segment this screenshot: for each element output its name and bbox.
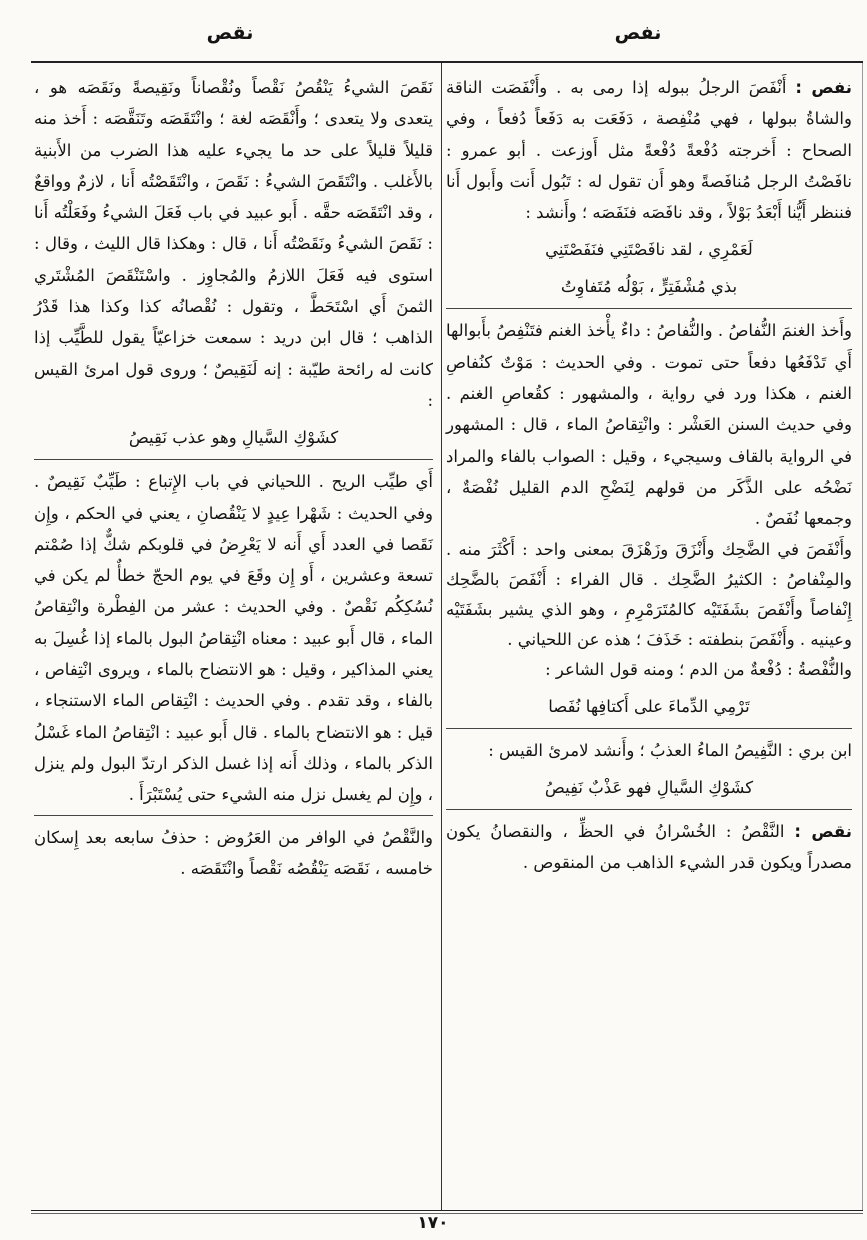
verse-line: بذي مُشْفَتِرٍّ ، بَوْلُه مُتَفاوِتُ (560, 277, 738, 297)
verse-separator (446, 308, 852, 309)
paragraph: وأَنْفَصَ في الضَّحِك وأَنْزَقَ وزَهْزَقَ بمعنى واحد : أَكْثَرَ منه . والمِنْفاصُ : الكثيرُ الضَّحِك . قال الفراء : أَنْفَصَ بالضَّحِك إِنْفاصاً وأَنْفَصَ بشَفَتَيْه كالمُتَرَمْرِمِ ، وهو الذي يشير بشَفَتَيْه وعينيه . وأَنْفَصَ بنطفته : خَذَفَ ؛ هذه عن اللحياني . (446, 539, 852, 649)
paragraph-separator (34, 815, 433, 816)
verse-line: كشَوْكِ السَّيالِ فهو عَذْبٌ نَفِيصُ (544, 777, 754, 797)
right-border-rule (862, 63, 863, 1210)
page-number: ١٧٠ (417, 1213, 449, 1233)
entry-headword: نفص : (795, 78, 852, 97)
header-rule (31, 61, 863, 63)
entry-text: النَّقْصُ : الخُسْرانُ في الحظِّ ، والنقصانُ يكون مصدراً ويكون قدر الشيء الذاهب من المنقوص . (446, 821, 852, 873)
verse-line: كشَوْكِ السَّيالِ وهو عذب نَقِيصُ (128, 428, 339, 448)
verse-line: لَعَمْرِي ، لقد نافَصْتَنِي فنَفَصْتَنِي (545, 240, 753, 260)
paragraph: نَقَصَ الشيءُ يَنْقُصُ نَقْصاً ونُقْصاناً ونَقِيصةً ونَقَصَه هو ، يتعدى ولا يتعدى ؛ وأَنْقَصَه لغة ؛ وانْتَقَصَه وتَنَقَّصَه : أَخذ منه قليلاً قليلاً على حد ما يجيء عليه هذا الضرب من الأَبنية بالأَغلب . وانْتَقَصَ الشيءُ : نَقَصَ ، وانْتَقَصْتُه أَنا ، لازمٌ وواقعٌ ، وقد انْتَقَصَه حقَّه . أَبو عبيد في باب فَعَلَ الشيءُ وفَعَلْتُه أَنا : نَقَصَ الشيءُ ونَقَصْتُه أَنا ، قال : وهكذا قال الليث ، وقال : استوى فيه فَعَلَ اللازمُ والمُجاوِز . واسْتَنْقَصَ المُشْتَري الثمنَ أَي اسْتَحَطَّ ، وتقول : نُقْصانُه كذا وكذا هذا قَدْرُ الذاهب ؛ قال ابن دريد : سمعت خزاعيّاً يقول للطَّيِّب إذا كانت له رائحة طيّبة : إنه لَنَقِيصٌ ؛ وروى قول امرئ القيس : (34, 78, 433, 410)
running-head-left: نقص (206, 22, 254, 44)
column-divider (441, 63, 442, 1210)
right-column (446, 72, 852, 878)
footer-rule (31, 1210, 863, 1211)
entry-naqas-paragraph (446, 816, 852, 879)
paragraph: وأَخذ الغنمَ النُّفاصُ . والنُّفاصُ : داءٌ يأْخذ الغنم فتَنْفِصُ بأَبوالها أَي تَدْفَعُها دفعاً حتى تموت . وفي الحديث : مَوْتٌ كنُفاصِ الغنم ، هكذا ورد في رواية ، والمشهور : كقُعاصِ الغنم . وفي حديث السنن العَشْر : وانْتِقاصُ الماء ، قال : المشهور في الرواية بالقاف وسيجيء ، وقيل : الصواب بالفاء والمراد نَضْحُه على الذَّكَر من قولهم لِنَضْحِ الدم القليل نُفْصَةٌ ، وجمعها نُفَصٌ . (446, 321, 852, 529)
verse-separator (34, 459, 433, 460)
running-head-right: نفص (614, 22, 662, 44)
verse-line: تَرْمِي الدِّماءَ على أَكتافِها نُفَصا (548, 696, 750, 716)
paragraph: والنُّفْصةُ : دُفْعةٌ من الدم ؛ ومنه قول الشاعر : (545, 659, 852, 679)
verse-separator (446, 809, 852, 810)
paragraph: أَي طيِّب الريح . اللحياني في باب الإِتباع : طَيِّبٌ نَقِيصٌ . وفي الحديث : شَهْرا عِيدٍ لا يَنْقُصانِ ، يعني في الحكم ، وإِن نَقَصا في العدد أَي أَنه لا يَعْرِضُ في قلوبكم شكٌّ إذا صُمْتم تسعة وعشرين ، أَو إِن وقَعَ في يوم الحجّ خطأٌ لم يكن في نُسُكِكُم نَقْصٌ . وفي الحديث : عشر من الفِطْرة وانْتِقاصُ الماء ، قال أَبو عبيد : معناه انْتِقاصُ البول بالماء إذا غُسِلَ به يعني المذاكير ، وقيل : هو الانتضاح بالماء ، ويروى انْتِفاص ، بالفاء ، وقد تقدم . وفي الحديث : انْتِقاص الماء الاستنجاء ، قيل : هو الانتضاح بالماء . قال أَبو عبيد : انْتِقاصُ الماء غَسْلُ الذكر بالماء ، وذلك أَنه إذا غسل الذكر ارتدّ البول ولم ينزل ، وإِن لم يغسل نزل منه الشيء حتى يُسْتَبْرَأَ . (34, 472, 433, 805)
paragraph: ابن بري : النَّفِيصُ الماءُ العذبُ ؛ وأَنشد لامرئ القيس : (488, 740, 852, 760)
entry-headword: نقص : (794, 821, 852, 841)
paragraph: والنَّقْصُ في الوافر من العَرُوض : حذفُ سابعه بعد إِسكان خامسه ، نَقَصَه يَنْقُصُه نَقْصاً وانْتَقَصَه . (34, 827, 433, 878)
verse-separator (446, 728, 852, 729)
left-column (34, 72, 433, 884)
entry-nafas-paragraph (446, 72, 852, 228)
entry-text: أَنْفَصَ الرجلُ ببوله إذا رمى به . وأَنْفَصَت الناقة والشاةُ ببولها ، فهي مُنْفِصة ، دَفَعَت به دَفَعاً دُفعاً ، وفي الصحاح : أَخرجته دُفْعةً دُفْعةً مثل أَوزعت . أبو عمرو : نافَصْتُ الرجل مُنافَصةً وهو أَن تقول له : تَبُول أَنت وأَبول أَنا فننظر أَيُّنا أَبْعَدُ بَوْلاً ، وقد نافَصَه فنَفَصَه ؛ وأَنشد : (446, 78, 852, 223)
